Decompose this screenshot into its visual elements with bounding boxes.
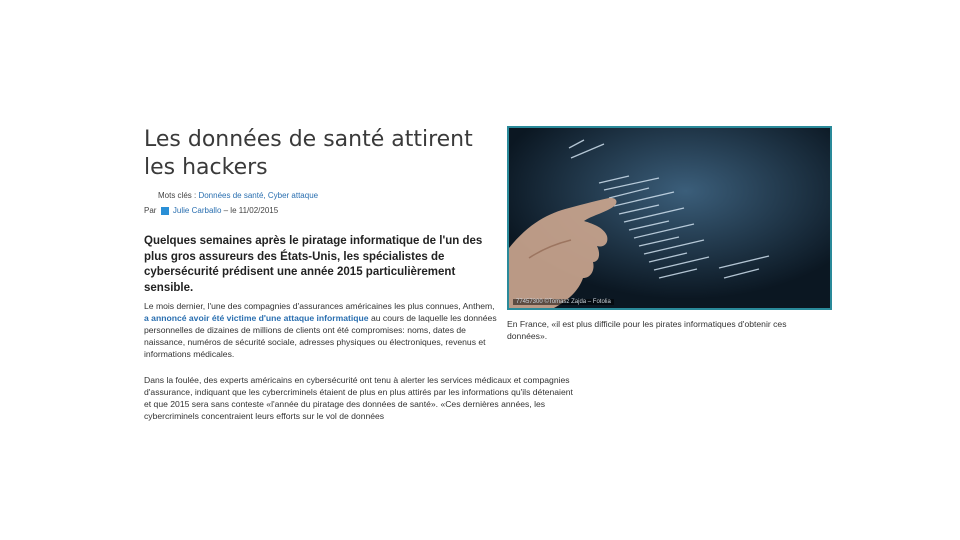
byline [144, 206, 278, 215]
paragraph-1 [144, 300, 499, 360]
attack-announcement-link[interactable]: a annoncé avoir été victime d'une attaque informatique [144, 313, 369, 323]
photo-credit: 77457300 ©Tomasz Zajda – Fotolia [513, 299, 614, 305]
article-lead: Quelques semaines après le piratage informatique de l'un des plus gros assureurs des États-Unis, les spécialistes de cybersécurité prédisent une année 2015 particulièrement sensible. [144, 235, 483, 294]
hacker-photo [507, 126, 832, 310]
hand-screen-image [509, 128, 830, 308]
tags-links[interactable]: Données de santé, Cyber attaque [198, 191, 319, 200]
byline-prefix: Par [144, 206, 157, 215]
tags-line [158, 191, 318, 200]
article-date: – le 11/02/2015 [223, 206, 279, 215]
tags-label: Mots clés : [158, 191, 199, 200]
author-name[interactable]: Julie Carballo [172, 206, 222, 215]
photo-caption: En France, «il est plus difficile pour les pirates informatiques d'obtenir ces données». [507, 319, 787, 341]
article-title: Les données de santé attirent les hackers [144, 127, 473, 180]
article [144, 126, 834, 426]
paragraph-1-end: au cours de laquelle les données personnelles de dizaines de millions de clients ont été compromises: noms, dates de naissance, numéros de sécurité sociale, adresses physiques ou électroniques, revenus et informations médicales. [144, 313, 497, 359]
twitter-icon[interactable] [161, 207, 169, 215]
paragraph-1-start: Le mois dernier, l'une des compagnies d'assurances américaines les plus connues, Anthem, [144, 301, 495, 311]
paragraph-2: Dans la foulée, des experts américains en cybersécurité ont tenu à alerter les services médicaux et compagnies d'assurance, indiquant que les cybercriminels étaient de plus en plus attirés par les informations qu'ils détenaient et que 2015 sera sans conteste «l'année du piratage des données de santé». «Ces dernières années, les cybercriminels concentraient leurs efforts sur le vol de données [144, 375, 573, 421]
